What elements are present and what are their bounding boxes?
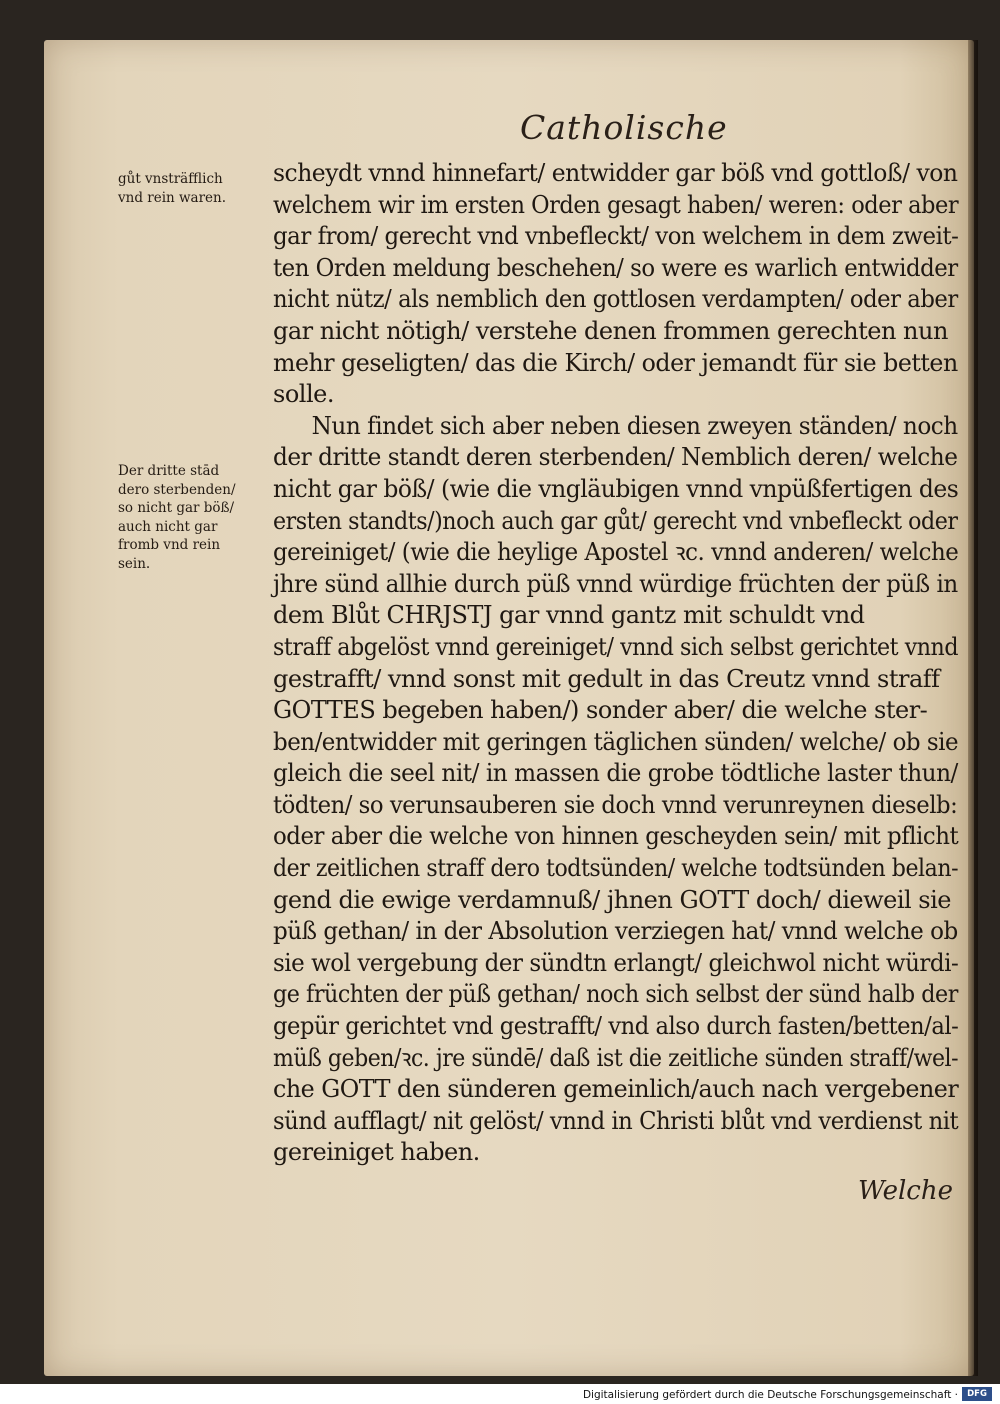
text-line: che GOTT den sünderen gemeinlich/auch nach vergebener: [273, 1075, 959, 1104]
margin-note-line: vnd rein waren.: [118, 189, 227, 206]
text-line: oder aber die welche von hinnen gescheyden sein/ mit pflicht: [273, 822, 959, 851]
text-line: gereiniget/ (wie die heylige Apostel ꝛc. vnnd anderen/ welche: [273, 538, 959, 567]
dfg-logo: DFG: [962, 1387, 992, 1401]
text-line: der dritte standt deren sterbenden/ Nemblich deren/ welche: [273, 443, 958, 472]
margin-note-2: [118, 462, 268, 573]
text-line: püß gethan/ in der Absolution verziegen hat/ vnnd welche ob: [273, 917, 958, 946]
text-line: welchem wir im ersten Orden gesagt haben/ weren: oder aber: [273, 190, 959, 219]
margin-note-line: fromb vnd rein: [118, 537, 221, 553]
text-line: dem Blůt CHRJSTJ gar vnnd gantz mit schuldt vnd: [273, 601, 865, 630]
text-line: ten Orden meldung beschehen/ so were es warlich entwidder: [273, 253, 958, 282]
text-line: jhre sünd allhie durch püß vnnd würdige früchten der püß in: [273, 569, 958, 598]
margin-note-line: gůt vnsträfflich: [118, 171, 223, 187]
text-line: sünd aufflagt/ nit gelöst/ vnnd in Christi blůt vnd verdienst nit: [273, 1106, 959, 1135]
text-line: solle.: [273, 380, 334, 409]
text-line: müß geben/ꝛc. jre sündē/ daß ist die zeitliche sünden straff/wel-: [273, 1043, 959, 1072]
text-line: ben/entwidder mit geringen täglichen sünden/ welche/ ob sie: [273, 727, 959, 756]
text-line: nicht gar böß/ (wie die vngläubigen vnnd vnpüßfertigen des: [273, 474, 959, 503]
text-line: tödten/ so verunsauberen sie doch vnnd verunreynen dieselb:: [273, 790, 958, 819]
catchword: Welche: [858, 1176, 953, 1206]
text-line: GOTTES begeben haben/) sonder aber/ die welche ster-: [273, 696, 928, 725]
text-line: gar from/ gerecht vnd vnbefleckt/ von welchem in dem zweit-: [273, 222, 959, 251]
text-line: gar nicht nötigh/ verstehe denen frommen gerechten nun: [273, 316, 948, 345]
text-line: gleich die seel nit/ in massen die grobe tödtliche laster thun/: [273, 759, 958, 788]
body-text: [273, 158, 958, 1169]
margin-note-line: auch nicht gar: [118, 518, 218, 535]
text-line: Nun findet sich aber neben diesen zweyen ständen/ noch: [311, 411, 958, 440]
text-line: der zeitlichen straff dero todtsünden/ welche todtsünden belan-: [273, 854, 959, 883]
margin-note-1: [118, 170, 268, 207]
text-line: sie wol vergebung der sündtn erlangt/ gleichwol nicht würdi-: [273, 948, 959, 977]
text-line: ersten standts/)noch auch gar gůt/ gerecht vnd vnbefleckt oder: [273, 506, 958, 535]
text-line: gend die ewige verdamnuß/ jhnen GOTT doch/ dieweil sie: [273, 885, 951, 914]
text-line: straff abgelöst vnnd gereiniget/ vnnd sich selbst gerichtet vnnd: [273, 632, 959, 661]
text-line: nicht nütz/ als nemblich den gottlosen verdampten/ oder aber: [273, 285, 958, 314]
margin-note-line: so nicht gar böß/: [118, 500, 235, 516]
margin-note-line: sein.: [118, 555, 151, 572]
footer-credit: Digitalisierung gefördert durch die Deutsche Forschungsgemeinschaft ·: [582, 1389, 958, 1401]
text-line: mehr geseligten/ das die Kirch/ oder jemandt für sie betten: [273, 348, 958, 377]
margin-note-line: Der dritte stād: [118, 463, 220, 479]
running-head: Catholische: [520, 108, 728, 147]
margin-note-line: dero sterbenden/: [118, 481, 236, 498]
text-line: gestrafft/ vnnd sonst mit gedult in das Creutz vnnd straff: [273, 664, 940, 693]
text-line: gepür gerichtet vnd gestrafft/ vnd also durch fasten/betten/al-: [273, 1012, 959, 1041]
text-line: ge früchten der püß gethan/ noch sich selbst der sünd halb der: [273, 980, 958, 1009]
text-line: scheydt vnnd hinnefart/ entwidder gar böß vnd gottloß/ von: [273, 159, 958, 187]
text-line: gereiniget haben.: [273, 1138, 480, 1167]
